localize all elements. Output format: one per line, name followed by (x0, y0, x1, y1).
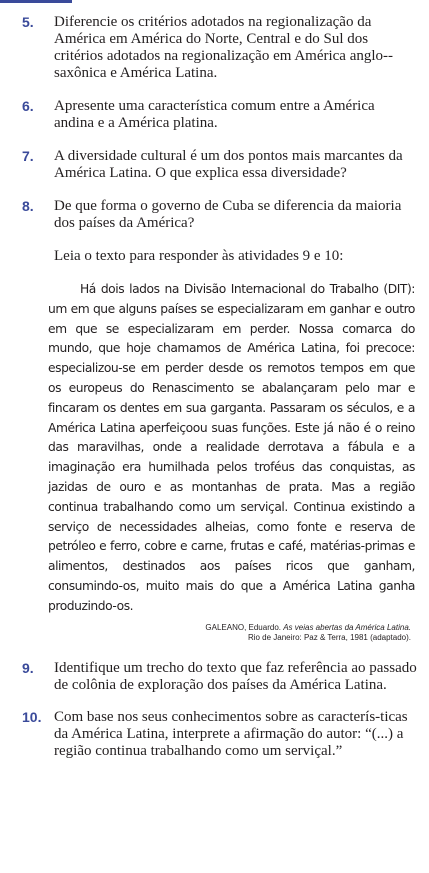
question-6 (22, 98, 417, 132)
question-9 (22, 660, 417, 694)
question-8 (22, 198, 417, 232)
question-7 (22, 148, 417, 182)
question-number: 5. (22, 14, 34, 30)
question-10 (22, 709, 417, 760)
question-text: Com base nos seus conhecimentos sobre as caracterís-ticas da América Latina, interprete a afirmação do autor: “(...) a região continua trabalhando como um serviçal.” (54, 708, 408, 759)
citation-line-2: Rio de Janeiro: Paz & Terra, 1981 (adaptado). (247, 632, 411, 642)
question-number: 10. (22, 708, 42, 725)
question-text: De que forma o governo de Cuba se diferencia da maioria dos países da América? (54, 198, 402, 231)
question-text: Identifique um trecho do texto que faz referência ao passado de colônia de exploração dos países da América Latina. (54, 659, 417, 693)
question-number: 6. (22, 98, 34, 114)
question-5 (22, 14, 417, 82)
citation-author: GALEANO, Eduardo. (205, 622, 281, 632)
question-number: 8. (22, 198, 34, 214)
citation-line-1 (22, 623, 411, 633)
quoted-passage: Há dois lados na Divisão Internacional do Trabalho (DIT): um em que alguns países se especializaram em ganhar e outro em que se especializaram em perder. Nossa comarca do mundo, que hoje chamamos de América Latina, foi precoce: especializou-se em perder desde os remotos tempos em que os europeus do Renascimento se abalançaram pelo mar e fincaram os dentes em sua garganta. Passaram os séculos, e a América Latina aperfeiçoou suas funções. Este já não é o reino das maravilhas, onde a realidade derrotava a fábula e a imaginação era humilhada pelos troféus das conquistas, as jazidas de ouro e as montanhas de prata. Mas a região continua trabalhando como um serviçal. Continua existindo a serviço de necessidades alheias, como fonte e reserva de petróleo e ferro, cobre e carne, frutas e café, matérias-primas e alimentos, destinados aos países ricos que ganham, consumindo-os, muito mais do que a América Latina ganha produzindo-os. (48, 282, 415, 613)
reading-instruction: Leia o texto para responder às atividades 9 e 10: (54, 248, 344, 264)
citation-title: As veias abertas da América Latina. (283, 622, 411, 632)
question-number: 9. (22, 659, 34, 676)
activity-page (22, 14, 417, 775)
question-text: Apresente uma característica comum entre a América andina e a América platina. (54, 98, 375, 131)
question-number: 7. (22, 148, 34, 164)
top-accent-rule (0, 0, 72, 3)
passage-citation (22, 623, 411, 643)
question-text: Diferencie os critérios adotados na regionalização da América em América do Norte, Central e do Sul dos critérios adotados na regionalização em América anglo--saxônica e América Latina. (54, 14, 394, 81)
question-text: A diversidade cultural é um dos pontos mais marcantes da América Latina. O que explica essa diversidade? (54, 148, 403, 181)
